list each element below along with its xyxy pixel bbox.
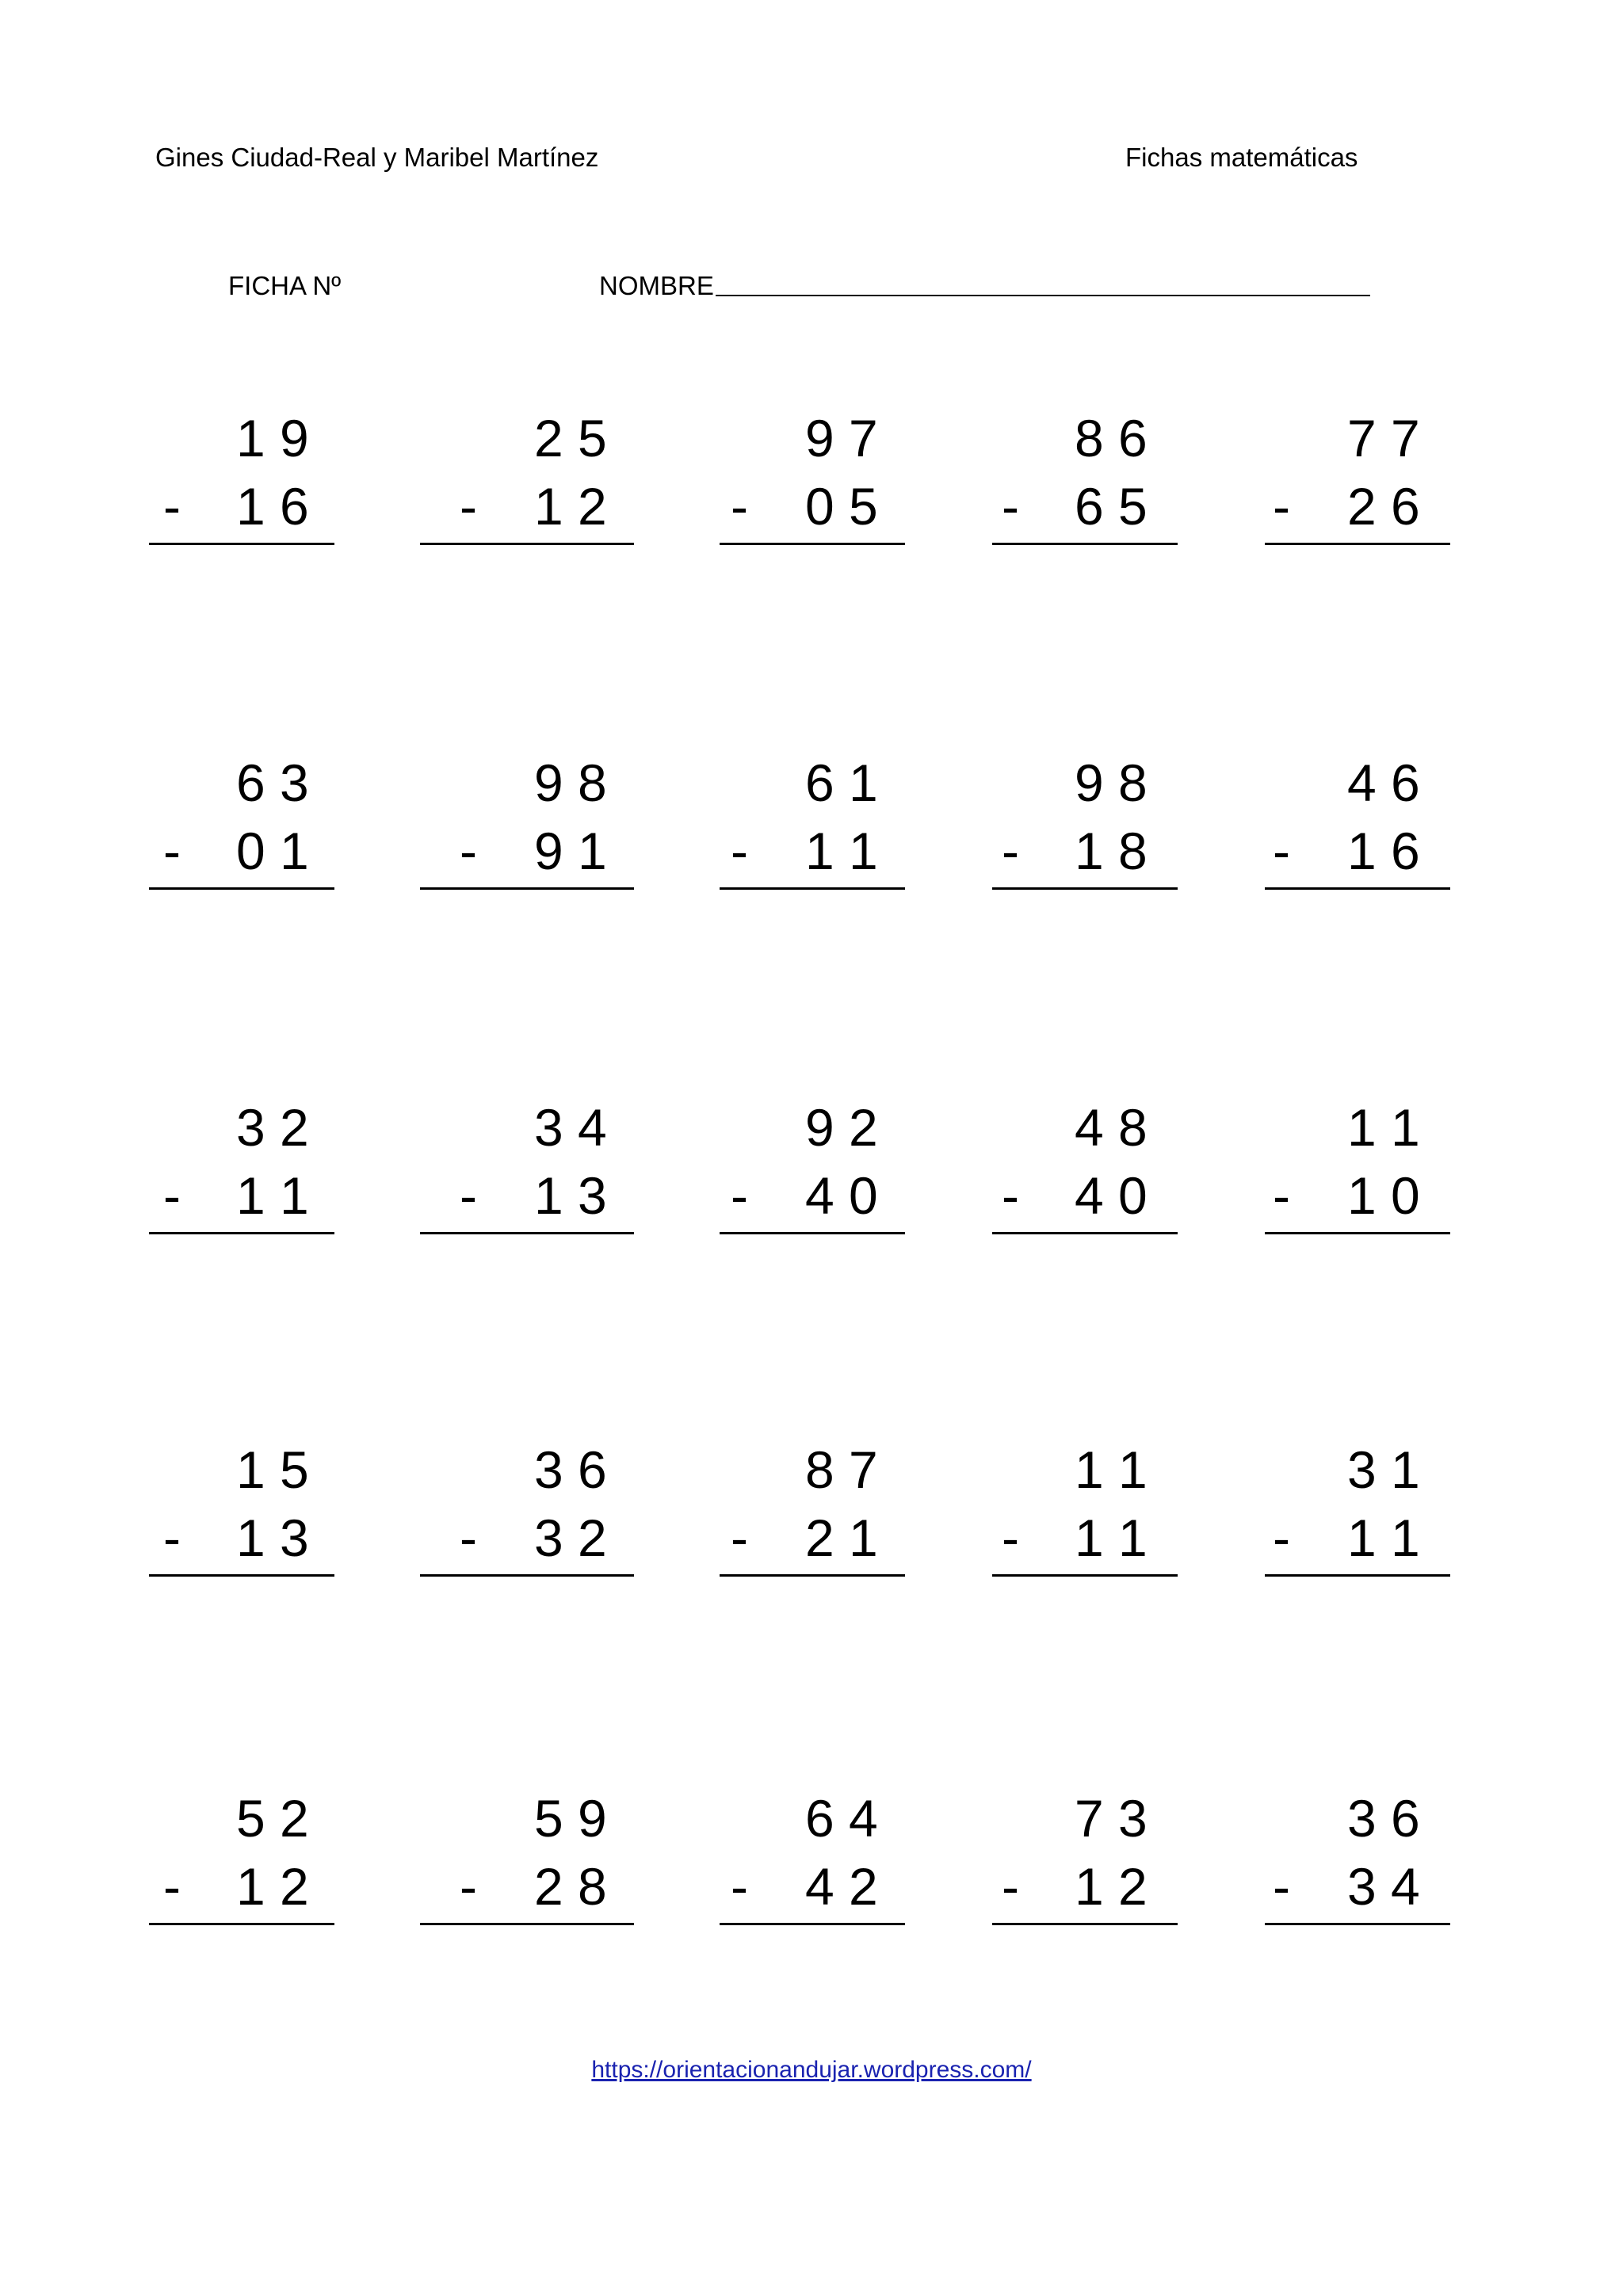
minuend: 1 5 bbox=[236, 1440, 309, 1499]
subtrahend: 1 6 bbox=[236, 477, 309, 536]
minuend: 9 7 bbox=[805, 409, 878, 467]
minus-sign: - bbox=[460, 1166, 477, 1225]
minus-sign: - bbox=[731, 822, 748, 880]
minuend: 7 3 bbox=[1075, 1789, 1148, 1848]
subtrahend: 2 6 bbox=[1347, 477, 1420, 536]
minus-sign: - bbox=[1273, 822, 1290, 880]
answer-line bbox=[149, 543, 334, 545]
minus-sign: - bbox=[1273, 1508, 1290, 1567]
subtrahend: 1 0 bbox=[1347, 1166, 1420, 1225]
subtrahend: 1 1 bbox=[1347, 1508, 1420, 1567]
subtrahend: 1 8 bbox=[1075, 822, 1148, 880]
minus-sign: - bbox=[460, 822, 477, 880]
subtrahend: 1 2 bbox=[236, 1857, 309, 1916]
minuend: 3 6 bbox=[534, 1440, 607, 1499]
header-authors: Gines Ciudad-Real y Maribel Martínez bbox=[155, 143, 599, 172]
answer-line bbox=[149, 1232, 334, 1234]
subtrahend: 1 3 bbox=[534, 1166, 607, 1225]
minuend: 7 7 bbox=[1347, 409, 1420, 467]
subtrahend: 3 4 bbox=[1347, 1857, 1420, 1916]
minus-sign: - bbox=[1273, 477, 1290, 536]
answer-line bbox=[420, 1923, 634, 1925]
subtrahend: 1 6 bbox=[1347, 822, 1420, 880]
answer-line bbox=[149, 1923, 334, 1925]
answer-line bbox=[992, 1232, 1178, 1234]
subtrahend: 1 1 bbox=[236, 1166, 309, 1225]
answer-line bbox=[420, 543, 634, 545]
subtrahend: 0 5 bbox=[805, 477, 878, 536]
answer-line bbox=[1265, 1923, 1450, 1925]
minus-sign: - bbox=[163, 1508, 181, 1567]
answer-line bbox=[420, 1574, 634, 1577]
minus-sign: - bbox=[460, 1857, 477, 1916]
minus-sign: - bbox=[731, 1166, 748, 1225]
minus-sign: - bbox=[460, 1508, 477, 1567]
subtrahend: 3 2 bbox=[534, 1508, 607, 1567]
answer-line bbox=[149, 1574, 334, 1577]
minus-sign: - bbox=[731, 477, 748, 536]
answer-line bbox=[1265, 1574, 1450, 1577]
subtrahend: 4 0 bbox=[805, 1166, 878, 1225]
name-blank-line bbox=[716, 295, 1370, 296]
subtrahend: 1 2 bbox=[534, 477, 607, 536]
minuend: 3 6 bbox=[1347, 1789, 1420, 1848]
minus-sign: - bbox=[1002, 1508, 1019, 1567]
minuend: 1 1 bbox=[1347, 1098, 1420, 1157]
answer-line bbox=[992, 887, 1178, 890]
minuend: 1 1 bbox=[1075, 1440, 1148, 1499]
name-field bbox=[599, 271, 1370, 301]
minus-sign: - bbox=[1002, 477, 1019, 536]
subtrahend: 1 2 bbox=[1075, 1857, 1148, 1916]
minuend: 4 6 bbox=[1347, 753, 1420, 812]
minus-sign: - bbox=[163, 1166, 181, 1225]
minus-sign: - bbox=[731, 1857, 748, 1916]
minuend: 8 6 bbox=[1075, 409, 1148, 467]
header-title: Fichas matemáticas bbox=[1125, 143, 1358, 172]
minuend: 9 8 bbox=[1075, 753, 1148, 812]
minus-sign: - bbox=[1002, 822, 1019, 880]
answer-line bbox=[149, 887, 334, 890]
answer-line bbox=[992, 1574, 1178, 1577]
minuend: 3 2 bbox=[236, 1098, 309, 1157]
answer-line bbox=[420, 887, 634, 890]
minus-sign: - bbox=[460, 477, 477, 536]
minuend: 1 9 bbox=[236, 409, 309, 467]
subtrahend: 2 1 bbox=[805, 1508, 878, 1567]
footer bbox=[0, 2057, 1623, 2084]
subtrahend: 1 3 bbox=[236, 1508, 309, 1567]
minus-sign: - bbox=[1002, 1857, 1019, 1916]
answer-line bbox=[1265, 1232, 1450, 1234]
minus-sign: - bbox=[1002, 1166, 1019, 1225]
minuend: 8 7 bbox=[805, 1440, 878, 1499]
footer-url-link[interactable]: https://orientacionandujar.wordpress.com/ bbox=[591, 2057, 1032, 2083]
answer-line bbox=[720, 1232, 905, 1234]
subtrahend: 9 1 bbox=[534, 822, 607, 880]
subtrahend: 1 1 bbox=[1075, 1508, 1148, 1567]
minus-sign: - bbox=[163, 822, 181, 880]
answer-line bbox=[420, 1232, 634, 1234]
subtrahend: 4 0 bbox=[1075, 1166, 1148, 1225]
minuend: 5 2 bbox=[236, 1789, 309, 1848]
answer-line bbox=[720, 1923, 905, 1925]
answer-line bbox=[1265, 887, 1450, 890]
subtrahend: 0 1 bbox=[236, 822, 309, 880]
minuend: 2 5 bbox=[534, 409, 607, 467]
minuend: 5 9 bbox=[534, 1789, 607, 1848]
minuend: 3 1 bbox=[1347, 1440, 1420, 1499]
answer-line bbox=[992, 543, 1178, 545]
minuend: 3 4 bbox=[534, 1098, 607, 1157]
answer-line bbox=[720, 887, 905, 890]
minuend: 4 8 bbox=[1075, 1098, 1148, 1157]
minus-sign: - bbox=[163, 1857, 181, 1916]
minuend: 9 8 bbox=[534, 753, 607, 812]
subtrahend: 1 1 bbox=[805, 822, 878, 880]
subtrahend: 2 8 bbox=[534, 1857, 607, 1916]
answer-line bbox=[992, 1923, 1178, 1925]
minus-sign: - bbox=[1273, 1166, 1290, 1225]
subtrahend: 4 2 bbox=[805, 1857, 878, 1916]
answer-line bbox=[1265, 543, 1450, 545]
answer-line bbox=[720, 543, 905, 545]
subtrahend: 6 5 bbox=[1075, 477, 1148, 536]
minus-sign: - bbox=[1273, 1857, 1290, 1916]
name-label: NOMBRE bbox=[599, 271, 714, 300]
minuend: 6 3 bbox=[236, 753, 309, 812]
answer-line bbox=[720, 1574, 905, 1577]
minuend: 6 1 bbox=[805, 753, 878, 812]
minus-sign: - bbox=[731, 1508, 748, 1567]
minuend: 6 4 bbox=[805, 1789, 878, 1848]
minuend: 9 2 bbox=[805, 1098, 878, 1157]
minus-sign: - bbox=[163, 477, 181, 536]
ficha-number-label: FICHA Nº bbox=[228, 271, 342, 300]
